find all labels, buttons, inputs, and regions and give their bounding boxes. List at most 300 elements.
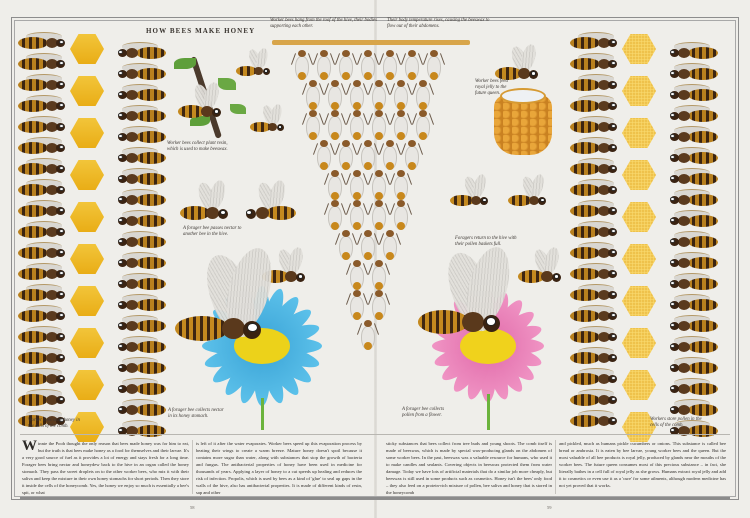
bee-head <box>353 260 361 267</box>
bee-abdomen <box>18 268 48 280</box>
bee-abdomen <box>688 68 718 80</box>
bee-head <box>430 50 438 57</box>
bee-abdomen <box>364 342 372 350</box>
bee-head <box>353 110 361 117</box>
comb-cell-bee <box>648 187 718 209</box>
bee-thorax <box>678 237 690 247</box>
hanging-bee <box>370 170 388 204</box>
bee-abdomen <box>570 184 600 196</box>
bee-abdomen <box>570 268 600 280</box>
bee-abdomen <box>136 320 166 332</box>
bee-eye <box>59 82 64 86</box>
forager-bee <box>418 300 520 368</box>
forager-bee <box>178 100 232 136</box>
bee-abdomen <box>570 247 600 259</box>
bee-abdomen <box>136 425 166 437</box>
bee-abdomen <box>136 362 166 374</box>
bee-abdomen <box>266 206 296 220</box>
bee-head <box>320 140 328 147</box>
bee-abdomen <box>688 89 718 101</box>
comb-cell-bee <box>570 135 640 157</box>
bee-abdomen <box>570 100 600 112</box>
bee-head <box>331 170 339 177</box>
bee-abdomen <box>570 58 600 70</box>
bee-abdomen <box>136 131 166 143</box>
bee-head <box>375 200 383 207</box>
bee-abdomen <box>342 252 350 260</box>
bee-abdomen <box>353 312 361 320</box>
bee-eye <box>611 124 616 128</box>
comb-cell-bee <box>570 345 640 367</box>
hanging-bee <box>326 110 344 144</box>
bee-abdomen <box>430 72 438 80</box>
bee-eye <box>118 281 123 285</box>
comb-cell-bee <box>96 313 166 335</box>
bee-eye <box>118 71 123 75</box>
bee-abdomen <box>331 102 339 110</box>
comb-cell-bee <box>96 397 166 419</box>
bee-eye <box>611 334 616 338</box>
comb-cell-bee <box>96 229 166 251</box>
bee-abdomen <box>688 173 718 185</box>
bee-thorax <box>678 321 690 331</box>
bee-abdomen <box>375 312 383 320</box>
bee-eye <box>264 69 268 73</box>
bee-abdomen <box>375 192 383 200</box>
bee-abdomen <box>688 47 718 59</box>
bee-abdomen <box>570 37 600 49</box>
comb-cell-bee <box>648 334 718 356</box>
bee-abdomen <box>353 102 361 110</box>
bee-head <box>353 80 361 87</box>
bee-abdomen <box>688 404 718 416</box>
bee-abdomen <box>353 192 361 200</box>
page-title: HOW BEES MAKE HONEY <box>146 27 256 35</box>
hanging-bee <box>414 80 432 114</box>
bee-abdomen <box>386 162 394 170</box>
page-number-right: 59 <box>547 505 552 510</box>
bee-eye <box>670 302 675 306</box>
comb-cell-bee <box>96 208 166 230</box>
column-divider <box>192 440 193 494</box>
forager-bee <box>450 190 498 222</box>
bee-abdomen <box>688 152 718 164</box>
bee-thorax <box>126 48 138 58</box>
bee-eye <box>59 229 64 233</box>
hanging-bee <box>293 50 311 84</box>
comb-cell-bee <box>96 355 166 377</box>
bee-head <box>386 50 394 57</box>
hanging-bee <box>381 230 399 264</box>
hanging-bee <box>348 200 366 234</box>
bee-thorax <box>126 153 138 163</box>
bee-head <box>298 50 306 57</box>
bee-abdomen <box>136 404 166 416</box>
comb-cell-bee <box>648 166 718 188</box>
bee-abdomen <box>570 394 600 406</box>
comb-cell-bee <box>96 40 166 62</box>
comb-cell-bee <box>648 376 718 398</box>
hanging-bee <box>315 50 333 84</box>
comb-cell-bee <box>648 103 718 125</box>
hanging-bee <box>359 50 377 84</box>
bee-abdomen <box>136 110 166 122</box>
bee-head <box>364 140 372 147</box>
bee-head <box>375 260 383 267</box>
hanging-bee <box>370 110 388 144</box>
royal-jelly-cell <box>494 95 552 155</box>
bee-abdomen <box>18 100 48 112</box>
bee-eye <box>611 82 616 86</box>
forager-bee <box>518 265 572 301</box>
bee-eye <box>118 428 123 432</box>
bee-eye <box>59 250 64 254</box>
bee-abdomen <box>309 132 317 140</box>
bee-abdomen <box>18 121 48 133</box>
bee-abdomen <box>136 341 166 353</box>
bee-eye <box>540 198 545 202</box>
comb-cell-bee <box>570 177 640 199</box>
bee-abdomen <box>375 102 383 110</box>
bee-abdomen <box>688 194 718 206</box>
bee-abdomen <box>397 102 405 110</box>
bee-abdomen <box>397 222 405 230</box>
bee-abdomen <box>136 47 166 59</box>
bee-abdomen <box>18 310 48 322</box>
hanging-bee <box>348 170 366 204</box>
bee-eye <box>670 239 675 243</box>
comb-cell-bee <box>96 376 166 398</box>
bee-abdomen <box>570 352 600 364</box>
bee-thorax <box>126 384 138 394</box>
bee-abdomen <box>419 102 427 110</box>
bee-thorax <box>254 67 263 75</box>
hanging-bee <box>392 170 410 204</box>
bee-abdomen <box>136 194 166 206</box>
comb-cell-bee <box>648 82 718 104</box>
comb-cell-bee <box>570 387 640 409</box>
hanging-bee <box>381 50 399 84</box>
bee-head <box>353 290 361 297</box>
bee-eye <box>118 407 123 411</box>
bee-eye <box>611 397 616 401</box>
bee-eye <box>670 176 675 180</box>
comb-cell-bee <box>648 124 718 146</box>
bee-abdomen <box>18 394 48 406</box>
bee-eye <box>59 271 64 275</box>
bee-head <box>342 50 350 57</box>
hanging-bee <box>392 110 410 144</box>
hanging-bee <box>414 110 432 144</box>
bee-eye <box>670 197 675 201</box>
bee-eye <box>611 208 616 212</box>
bee-abdomen <box>375 222 383 230</box>
bee-thorax <box>678 132 690 142</box>
hanging-bee <box>403 50 421 84</box>
forager-bee <box>236 62 278 90</box>
bee-eye <box>611 418 616 422</box>
comb-cell-bee <box>96 103 166 125</box>
hanging-bee <box>326 80 344 114</box>
bee-eye <box>611 40 616 44</box>
bee-thorax <box>126 69 138 79</box>
bee-eye <box>670 323 675 327</box>
bee-abdomen <box>364 72 372 80</box>
bee-eye <box>611 61 616 65</box>
comb-cell-bee <box>570 303 640 325</box>
bee-abdomen <box>298 72 306 80</box>
bee-abdomen <box>408 72 416 80</box>
comb-cell-bee <box>18 51 88 73</box>
bee-eye <box>670 71 675 75</box>
bee-head <box>397 110 405 117</box>
bee-abdomen <box>688 257 718 269</box>
bee-abdomen <box>688 383 718 395</box>
bee-eye <box>118 134 123 138</box>
comb-cell-bee <box>648 397 718 419</box>
bee-head <box>331 80 339 87</box>
bee-eye <box>670 134 675 138</box>
bee-head <box>386 230 394 237</box>
bee-abdomen <box>342 162 350 170</box>
bee-eye <box>611 250 616 254</box>
comb-cell-bee <box>96 271 166 293</box>
bee-thorax <box>678 342 690 352</box>
bee-abdomen <box>570 205 600 217</box>
hanging-bee <box>370 290 388 324</box>
hanging-bee <box>392 80 410 114</box>
bee-thorax <box>126 174 138 184</box>
bee-thorax <box>126 321 138 331</box>
bee-eye <box>59 61 64 65</box>
bee-abdomen <box>18 247 48 259</box>
leaf-icon <box>174 58 196 69</box>
bee-thorax <box>268 123 277 131</box>
bee-eye <box>59 208 64 212</box>
comb-cell-bee <box>18 345 88 367</box>
bee-abdomen <box>688 215 718 227</box>
comb-cell-bee <box>648 61 718 83</box>
bee-thorax <box>126 132 138 142</box>
hanging-bee <box>348 110 366 144</box>
forager-bee <box>508 190 556 222</box>
bee-abdomen <box>353 222 361 230</box>
bee-head <box>331 200 339 207</box>
bee-abdomen <box>353 132 361 140</box>
bee-eye <box>486 317 496 326</box>
body-text: innie the Pooh thought the only reason that bees made honey was for him to eat, but the truth is that bees make honey as a food for themselves and their larvae. It's a very good source of fuel as it provides a lot of energy and stays fresh for a long time. Forager bees bring nectar and honeydew back to the hive in an organ called the honey stomach. They pass the sweet droplets on to the other worker bees, who mix it with their saliva and keep the mixture in their own honey stomachs for short periods. Then they store it inside the cells of the honeycomb. Yes, the honey we enjoy so much is essentially a bee's spit, or what <box>22 441 189 495</box>
bee-eye <box>670 155 675 159</box>
bee-thorax <box>256 207 269 219</box>
honey-comb-stack-left <box>18 30 168 430</box>
bee-thorax <box>678 111 690 121</box>
bee-eye <box>670 407 675 411</box>
hanging-bee <box>348 260 366 294</box>
hanging-bee <box>359 230 377 264</box>
drop-cap: W <box>22 440 37 454</box>
flower-stem <box>487 394 490 430</box>
page-number-left: 58 <box>190 505 195 510</box>
bee-abdomen <box>331 132 339 140</box>
bee-eye <box>611 271 616 275</box>
bee-thorax <box>126 216 138 226</box>
caption-pollen-baskets: Foragers return to the hive with their pollen baskets full. <box>455 236 517 247</box>
bee-abdomen <box>331 192 339 200</box>
bee-eye <box>118 113 123 117</box>
bee-eye <box>118 218 123 222</box>
body-column-2 <box>196 440 362 498</box>
bee-abdomen <box>570 79 600 91</box>
bee-abdomen <box>570 163 600 175</box>
bee-thorax <box>678 90 690 100</box>
bee-eye <box>554 274 559 279</box>
bee-eye <box>118 365 123 369</box>
bee-eye <box>278 125 282 129</box>
bee-abdomen <box>688 320 718 332</box>
hanging-bee <box>337 140 355 174</box>
hanging-bee <box>304 110 322 144</box>
bee-eye <box>220 210 226 215</box>
bee-head <box>397 80 405 87</box>
bee-head <box>386 140 394 147</box>
hanging-bee <box>370 200 388 234</box>
bee-eye <box>531 71 536 76</box>
bee-abdomen <box>570 310 600 322</box>
caption-plant-resin: Worker bees collect plant resin, which is used to make beeswax. <box>167 141 228 152</box>
bee-head <box>353 200 361 207</box>
bottom-rule <box>20 497 730 499</box>
bee-abdomen <box>570 226 600 238</box>
comb-cell-bee <box>96 292 166 314</box>
bee-head <box>419 110 427 117</box>
bee-thorax <box>126 279 138 289</box>
bee-thorax <box>126 111 138 121</box>
comb-cell-bee <box>96 334 166 356</box>
bee-thorax <box>126 90 138 100</box>
bee-eye <box>59 145 64 149</box>
bee-thorax <box>678 300 690 310</box>
bee-abdomen <box>397 132 405 140</box>
bee-abdomen <box>18 352 48 364</box>
bee-thorax <box>126 405 138 415</box>
bee-thorax <box>678 48 690 58</box>
bee-eye <box>118 92 123 96</box>
bee-abdomen <box>18 79 48 91</box>
hanging-bee <box>403 140 421 174</box>
comb-cell-bee <box>96 250 166 272</box>
hanging-bee <box>348 80 366 114</box>
bee-abdomen <box>688 110 718 122</box>
bee-eye <box>118 197 123 201</box>
comb-cell-bee <box>570 51 640 73</box>
hanging-bee <box>425 50 443 84</box>
bee-head <box>364 320 372 327</box>
pollen-comb-stack-right <box>570 30 720 430</box>
hanging-bee <box>348 290 366 324</box>
bee-eye <box>118 260 123 264</box>
bee-abdomen <box>18 58 48 70</box>
hanging-bee <box>359 140 377 174</box>
caption-royal-jelly: Worker bees feed royal jelly to the future queen. <box>475 79 508 96</box>
bee-abdomen <box>688 278 718 290</box>
bee-thorax <box>678 363 690 373</box>
bee-eye <box>59 166 64 170</box>
bee-abdomen <box>688 236 718 248</box>
comb-cell-bee <box>648 355 718 377</box>
bee-abdomen <box>136 215 166 227</box>
bee-head <box>309 80 317 87</box>
comb-cell-bee <box>648 271 718 293</box>
body-column-4 <box>559 440 726 498</box>
bee-abdomen <box>364 162 372 170</box>
bee-abdomen <box>18 331 48 343</box>
comb-cell-bee <box>96 418 166 440</box>
bee-abdomen <box>136 152 166 164</box>
body-column-3 <box>386 440 552 498</box>
bee-abdomen <box>688 299 718 311</box>
bee-eye <box>482 198 487 202</box>
bee-abdomen <box>136 236 166 248</box>
comb-cell-bee <box>18 177 88 199</box>
comb-cell-bee <box>96 124 166 146</box>
comb-cell-bee <box>648 250 718 272</box>
bee-abdomen <box>570 289 600 301</box>
bee-abdomen <box>136 257 166 269</box>
bee-abdomen <box>375 132 383 140</box>
caption-collects-nectar: A forager bee collects nectar in its honey stomach. <box>168 408 224 419</box>
hanging-bee <box>370 260 388 294</box>
bee-abdomen <box>18 184 48 196</box>
bee-eye <box>670 281 675 285</box>
hive-roof-branch <box>272 40 470 45</box>
bee-eye <box>118 323 123 327</box>
bee-thorax <box>678 405 690 415</box>
bee-head <box>419 80 427 87</box>
bee-eye <box>670 365 675 369</box>
bee-eye <box>59 313 64 317</box>
bee-thorax <box>126 237 138 247</box>
bee-abdomen <box>397 192 405 200</box>
bee-eye <box>59 40 64 44</box>
bee-head <box>397 170 405 177</box>
comb-cell-bee <box>570 219 640 241</box>
forager-bee <box>175 305 283 377</box>
bee-eye <box>59 187 64 191</box>
bee-abdomen <box>353 282 361 290</box>
bee-thorax <box>678 258 690 268</box>
comb-cell-bee <box>648 145 718 167</box>
hanging-bee <box>337 50 355 84</box>
comb-cell-bee <box>648 292 718 314</box>
bee-abdomen <box>18 205 48 217</box>
bee-abdomen <box>320 72 328 80</box>
bee-abdomen <box>136 173 166 185</box>
bee-thorax <box>678 153 690 163</box>
comb-cell-bee <box>648 229 718 251</box>
bee-thorax <box>678 195 690 205</box>
bee-abdomen <box>309 102 317 110</box>
comb-cell-bee <box>96 145 166 167</box>
body-text: sticky substances that bees collect from tree buds and young shoots. The comb itself is made of beeswax, which is made by special wax-producing glands on the abdomen of some worker bees. In the past, beeswax was a valuable resource for humans, who used it to make candles and sealants. Covering objects in beeswax protected them from water damage. Today we have lots of artificial materials that do a similar job more cheaply, but beeswax is still used in some products such as cosmetics. Honey isn't the bees' only food – they also feed on a protein-rich mixture of pollen, bee saliva and honey that is stored in the honeycomb <box>386 441 552 495</box>
hanging-bee <box>337 230 355 264</box>
bee-abdomen <box>18 289 48 301</box>
bee-eye <box>59 124 64 128</box>
bee-eye <box>59 103 64 107</box>
caption-store-pollen: Workers store pollen in the cells of the comb. <box>650 417 702 428</box>
bee-abdomen <box>18 142 48 154</box>
bee-abdomen <box>331 222 339 230</box>
bee-head <box>375 170 383 177</box>
